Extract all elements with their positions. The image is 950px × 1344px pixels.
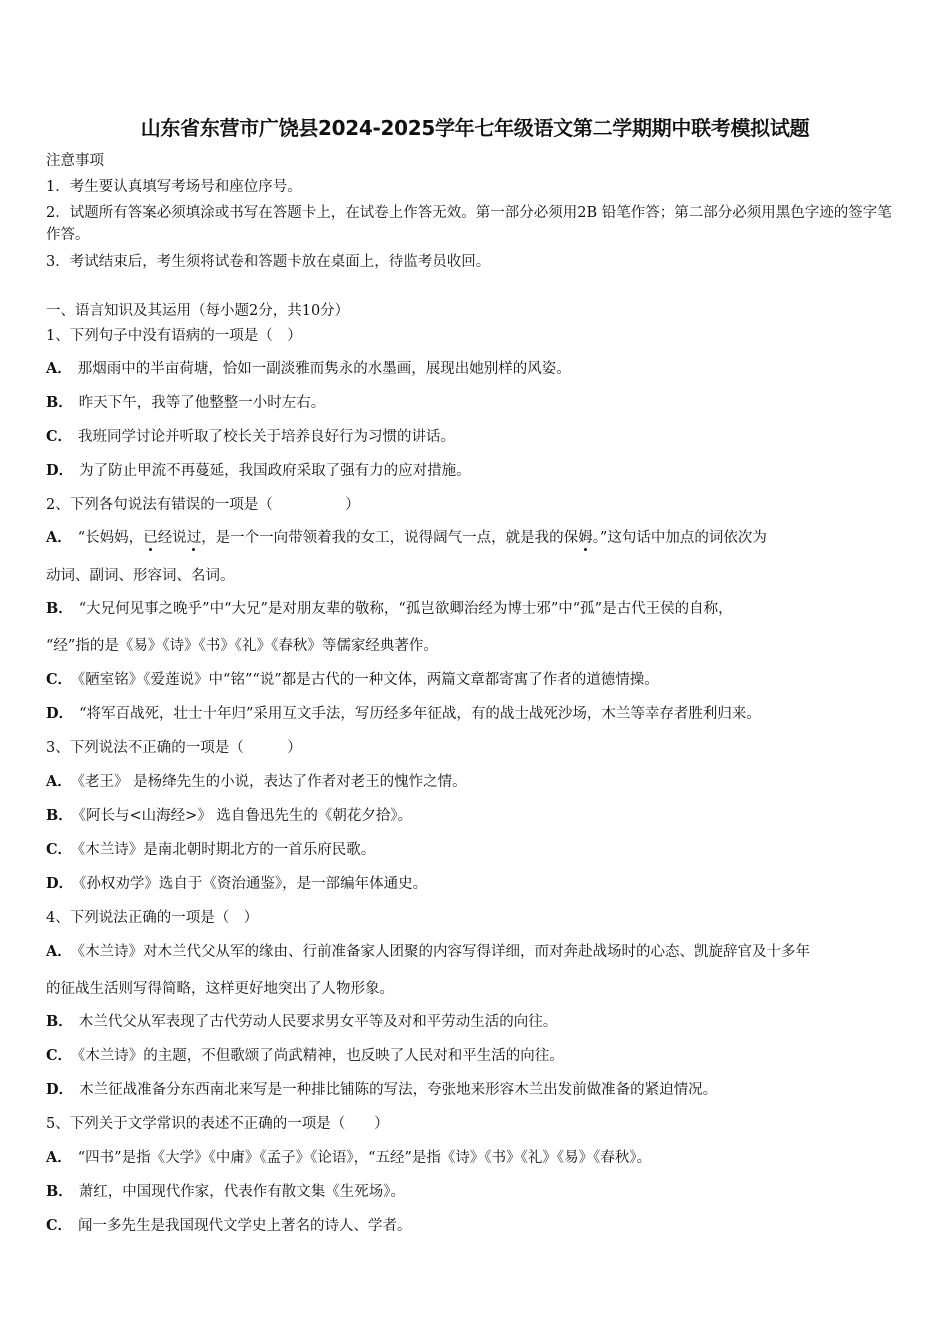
q4-option-a <box>46 942 906 962</box>
option-label: B． <box>46 807 73 824</box>
option-text: 《阿长与<山海经>》 选自鲁迅先生的《朝花夕拾》。 <box>78 808 413 824</box>
q4-option-a-cont: 的征战生活则写得简略，这样更好地突出了人物形象。 <box>46 981 394 997</box>
option-label: C． <box>46 671 73 688</box>
option-label: D． <box>46 705 74 722</box>
q5-option-a <box>46 1148 906 1168</box>
option-label: A． <box>46 943 72 960</box>
q1-option-d <box>46 461 906 481</box>
option-label: A． <box>46 773 72 790</box>
option-label: A． <box>46 1149 72 1166</box>
option-label: D． <box>46 1081 74 1098</box>
section-heading: 一、语言知识及其运用（每小题2分，共10分） <box>46 303 350 319</box>
option-text: 木兰代父从军表现了古代劳动人民要求男女平等及对和平劳动生活的向往。 <box>78 1014 558 1030</box>
q3-option-d <box>46 874 906 894</box>
question-2-stem: 2、下列各句说法有错误的一项是（ ） <box>46 497 360 513</box>
emphasis-dot-char: 过 <box>186 530 202 546</box>
emphasis-dot-char: 姆 <box>578 530 593 546</box>
option-label: D． <box>46 462 74 479</box>
q2-option-a-cont: 动词、副词、形容词、名词。 <box>46 568 235 584</box>
option-text: “四书”是指《大学》《中庸》《孟子》《论语》，“五经”是指《诗》《书》《礼》《易》《春秋》。 <box>77 1150 652 1166</box>
option-label: A． <box>46 529 72 546</box>
emphasis-dot-char: 已 <box>143 530 158 546</box>
option-text-part: “长妈妈， <box>77 530 144 546</box>
exam-title: 山东省东营市广饶县2024-2025学年七年级语文第二学期期中联考模拟试题 <box>140 116 810 140</box>
notice-item-3: 3．考试结束后，考生须将试卷和答题卡放在桌面上，待监考员收回。 <box>46 254 491 270</box>
option-text: “大兄何见事之晚乎”中“大兄”是对朋友辈的敬称，“孤岂欲卿治经为博士邪”中“孤”是古代王侯的自称， <box>78 601 733 617</box>
option-text: 昨天下午，我等了他整整一小时左右。 <box>78 395 326 411</box>
q2-option-a <box>46 528 906 548</box>
q2-option-b <box>46 599 906 619</box>
option-text: 那烟雨中的半亩荷塘，恰如一副淡雅而隽永的水墨画，展现出她别样的风姿。 <box>77 361 571 377</box>
option-text: 木兰征战准备分东西南北来写是一种排比铺陈的写法，夸张地来形容木兰出发前做准备的紧迫情况。 <box>79 1082 718 1098</box>
q1-option-a <box>46 359 906 379</box>
q4-option-d <box>46 1080 906 1100</box>
option-label: C． <box>46 1047 73 1064</box>
option-label: C． <box>46 428 73 445</box>
option-text: 《木兰诗》的主题，不但歌颂了尚武精神，也反映了人民对和平生活的向往。 <box>78 1048 564 1064</box>
question-5-stem: 5、下列关于文学常识的表述不正确的一项是（ ） <box>46 1116 389 1132</box>
q5-option-c <box>46 1216 906 1236</box>
q3-option-b <box>46 806 906 826</box>
option-text: 《木兰诗》是南北朝时期北方的一首乐府民歌。 <box>78 842 376 858</box>
option-text-part: ，是一个一向带领着我的女工，说得阔气一点，就是我的保 <box>201 530 579 546</box>
option-label: A． <box>46 360 72 377</box>
option-label: B． <box>46 394 73 411</box>
q5-option-b <box>46 1182 906 1202</box>
notice-heading: 注意事项 <box>46 153 104 169</box>
option-text-part: 。”这句话中加点的词依次为 <box>592 530 767 546</box>
question-4-stem: 4、下列说法正确的一项是（ ） <box>46 910 259 926</box>
q4-option-c <box>46 1046 906 1066</box>
option-label: C． <box>46 1217 73 1234</box>
option-text: 《木兰诗》对木兰代父从军的缘由、行前准备家人团聚的内容写得详细，而对奔赴战场时的心态、凯旋辞官及十多年 <box>77 944 811 960</box>
option-label: D． <box>46 875 74 892</box>
option-text: 为了防止甲流不再蔓延，我国政府采取了强有力的应对措施。 <box>79 463 471 479</box>
q1-option-b <box>46 393 906 413</box>
option-text: 《老王》 是杨绛先生的小说，表达了作者对老王的愧怍之情。 <box>77 774 467 790</box>
option-label: B． <box>46 1183 73 1200</box>
option-text: 萧红，中国现代作家，代表作有散文集《生死场》。 <box>78 1184 406 1200</box>
question-3-stem: 3、下列说法不正确的一项是（ ） <box>46 740 302 756</box>
option-text: 《陋室铭》《爱莲说》中“铭”“说”都是古代的一种文体，两篇文章都寄寓了作者的道德情操。 <box>78 672 659 688</box>
q4-option-b <box>46 1012 906 1032</box>
option-text: “将军百战死，壮士十年归”采用互文手法，写历经多年征战，有的战士战死沙场，木兰等幸存者胜利归来。 <box>79 706 761 722</box>
option-text: 《孙权劝学》选自于《资治通鉴》，是一部编年体通史。 <box>79 876 428 892</box>
notice-item-1: 1．考生要认真填写考场号和座位序号。 <box>46 179 302 195</box>
option-label: C． <box>46 841 73 858</box>
option-label: B． <box>46 600 73 617</box>
q3-option-a <box>46 772 906 792</box>
option-label: B． <box>46 1013 73 1030</box>
q2-option-d <box>46 704 906 724</box>
question-1-stem: 1、下列句子中没有语病的一项是（ ） <box>46 328 302 344</box>
q2-option-c <box>46 670 906 690</box>
option-text: 我班同学讨论并听取了校长关于培养良好行为习惯的讲话。 <box>78 429 456 445</box>
q2-option-b-cont: “经”指的是《易》《诗》《书》《礼》《春秋》等儒家经典著作。 <box>46 638 438 654</box>
q1-option-c <box>46 427 906 447</box>
option-text-part: 经说 <box>157 530 187 546</box>
notice-item-2: 2．试题所有答案必须填涂或书写在答题卡上，在试卷上作答无效。第一部分必须用2B 铅笔作答；第二部分必须用黑色字迹的签字笔作答。 <box>46 205 892 243</box>
q3-option-c <box>46 840 906 860</box>
option-text: 闻一多先生是我国现代文学史上著名的诗人、学者。 <box>78 1218 412 1234</box>
